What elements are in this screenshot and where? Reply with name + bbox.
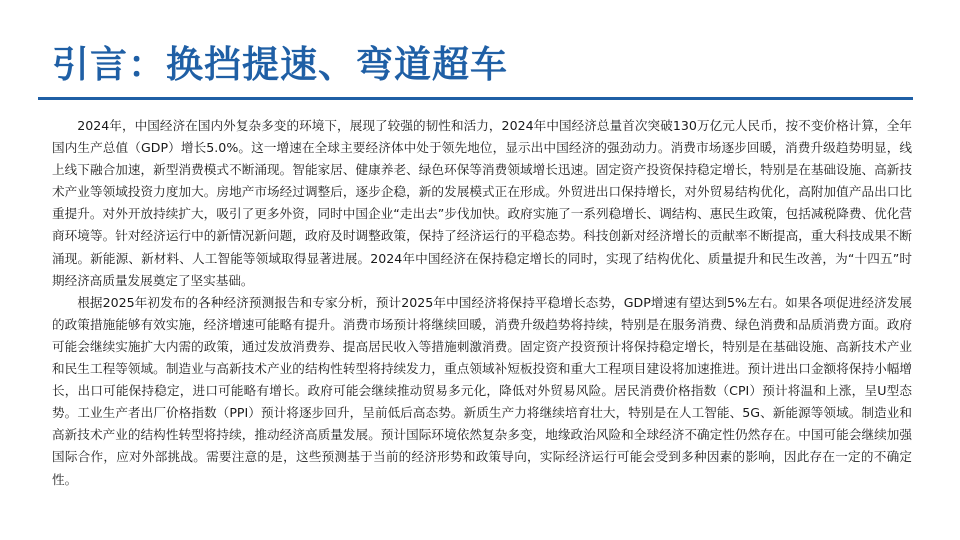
body-text xyxy=(52,115,912,491)
paragraph-2024-review: 2024年，中国经济在国内外复杂多变的环境下，展现了较强的韧性和活力，2024年中国经济总量首次突破130万亿元人民币，按不变价格计算，全年国内生产总值（GDP）增长5.0%。这一增速在全球主要经济体中处于领先地位，显示出中国经济的强劲动力。消费市场逐步回暖，消费升级趋势明显，线上线下融合加速，新型消费模式不断涌现。智能家居、健康养老、绿色环保等消费领域增长迅速。固定资产投资保持稳定增长，特别是在基础设施、高新技术产业等领域投资力度加大。房地产市场经过调整后，逐步企稳，新的发展模式正在形成。外贸进出口保持增长，对外贸易结构优化，高附加值产品出口比重提升。对外开放持续扩大，吸引了更多外资，同时中国企业“走出去”步伐加快。政府实施了一系列稳增长、调结构、惠民生政策，包括减税降费、优化营商环境等。针对经济运行中的新情况新问题，政府及时调整政策，保持了经济运行的平稳态势。科技创新对经济增长的贡献率不断提高，重大科技成果不断涌现。新能源、新材料、人工智能等领域取得显著进展。2024年中国经济在保持稳定增长的同时，实现了结构优化、质量提升和民生改善，为“十四五”时期经济高质量发展奠定了坚实基础。 xyxy=(52,118,912,288)
slide-title: 引言：换挡提速、弯道超车 xyxy=(52,43,508,86)
title-underline xyxy=(38,97,913,100)
paragraph-2025-outlook: 根据2025年初发布的各种经济预测报告和专家分析，预计2025年中国经济将保持平稳增长态势，GDP增速有望达到5%左右。如果各项促进经济发展的政策措施能够有效实施，经济增速可能略有提升。消费市场预计将继续回暖，消费升级趋势将持续，特别是在服务消费、绿色消费和品质消费方面。政府可能会继续实施扩大内需的政策，通过发放消费券、提高居民收入等措施刺激消费。固定资产投资预计将保持稳定增长，特别是在基础设施、高新技术产业和民生工程等领域。制造业与高新技术产业的结构性转型将持续发力，重点领域补短板投资和重大工程项目建设将加速推进。预计进出口金额将保持小幅增长，出口可能保持稳定，进口可能略有增长。政府可能会继续推动贸易多元化，降低对外贸易风险。居民消费价格指数（CPI）预计将温和上涨，呈U型态势。工业生产者出厂价格指数（PPI）预计将逐步回升，呈前低后高态势。新质生产力将继续培育壮大，特别是在人工智能、5G、新能源等领域。制造业和高新技术产业的结构性转型将持续，推动经济高质量发展。预计国际环境依然复杂多变，地缘政治风险和全球经济不确定性仍然存在。中国可能会继续加强国际合作，应对外部挑战。需要注意的是，这些预测基于当前的经济形势和政策导向，实际经济运行可能会受到多种因素的影响，因此存在一定的不确定性。 xyxy=(52,294,912,487)
